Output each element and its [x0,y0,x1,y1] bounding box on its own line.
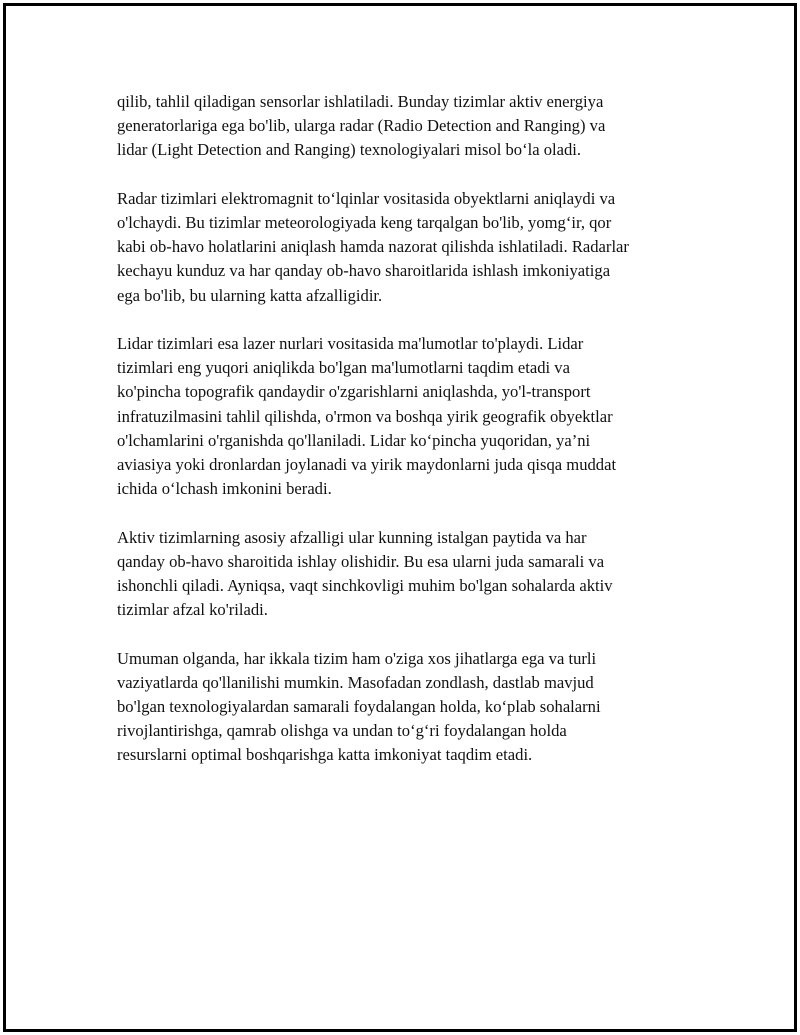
paragraph-sensors-intro [117,90,687,163]
text-line: vaziyatlarda qo'llanilishi mumkin. Masofadan zondlash, dastlab mavjud [117,672,594,692]
text-line: ichida o‘lchash imkonini beradi. [117,479,332,499]
paragraph-conclusion [117,647,687,768]
text-line: ega bo'lib, bu ularning katta afzalligidir. [117,285,383,305]
text-line: kabi ob-havo holatlarini aniqlash hamda nazorat qilishda ishlatiladi. Radarlar [117,237,629,257]
document-body [117,90,687,792]
text-line: infratuzilmasini tahlil qilishda, o'rmon va boshqa yirik geografik obyektlar [117,406,613,426]
paragraph-radar [117,187,687,308]
text-line: ko'pincha topografik qandaydir o'zgarishlarni aniqlashda, yo'l-transport [117,382,591,402]
text-line: qilib, tahlil qiladigan sensorlar ishlatiladi. Bunday tizimlar aktiv energiya [117,92,604,111]
text-line: qanday ob-havo sharoitida ishlay olishidir. Bu esa ularni juda samarali va [117,551,605,571]
paragraph-active-advantages [117,526,687,623]
text-line: bo'lgan texnologiyalardan samarali foydalangan holda, ko‘plab sohalarni [117,697,601,717]
text-line: rivojlantirishga, qamrab olishga va undan to‘g‘ri foydalangan holda [117,721,567,741]
text-line: Umuman olganda, har ikkala tizim ham o'ziga xos jihatlarga ega va turli [117,648,597,668]
text-line: Radar tizimlari elektromagnit to‘lqinlar vositasida obyektlarni aniqlaydi va [117,188,616,208]
text-line: lidar (Light Detection and Ranging) texnologiyalari misol bo‘la oladi. [117,140,582,160]
text-line: Aktiv tizimlarning asosiy afzalligi ular kunning istalgan paytida va har [117,527,587,547]
text-line: tizimlari eng yuqori aniqlikda bo'lgan ma'lumotlarni taqdim etadi va [117,358,570,378]
text-line: o'lchamlarini o'rganishda qo'llaniladi. Lidar ko‘pincha yuqoridan, ya’ni [117,430,591,450]
text-line: ishonchli qiladi. Ayniqsa, vaqt sinchkovligi muhim bo'lgan sohalarda aktiv [117,576,613,596]
paragraph-lidar [117,332,687,501]
text-line: Lidar tizimlari esa lazer nurlari vositasida ma'lumotlar to'playdi. Lidar [117,334,584,353]
text-line: resurslarni optimal boshqarishga katta imkoniyat taqdim etadi. [117,745,533,765]
text-line: generatorlariga ega bo'lib, ularga radar (Radio Detection and Ranging) va [117,116,606,136]
text-line: tizimlar afzal ko'riladi. [117,600,268,620]
text-line: o'lchaydi. Bu tizimlar meteorologiyada keng tarqalgan bo'lib, yomg‘ir, qor [117,213,612,232]
text-line: kechayu kunduz va har qanday ob-havo sharoitlarida ishlash imkoniyatiga [117,261,611,281]
text-line: aviasiya yoki dronlardan joylanadi va yirik maydonlarni juda qisqa muddat [117,455,617,475]
